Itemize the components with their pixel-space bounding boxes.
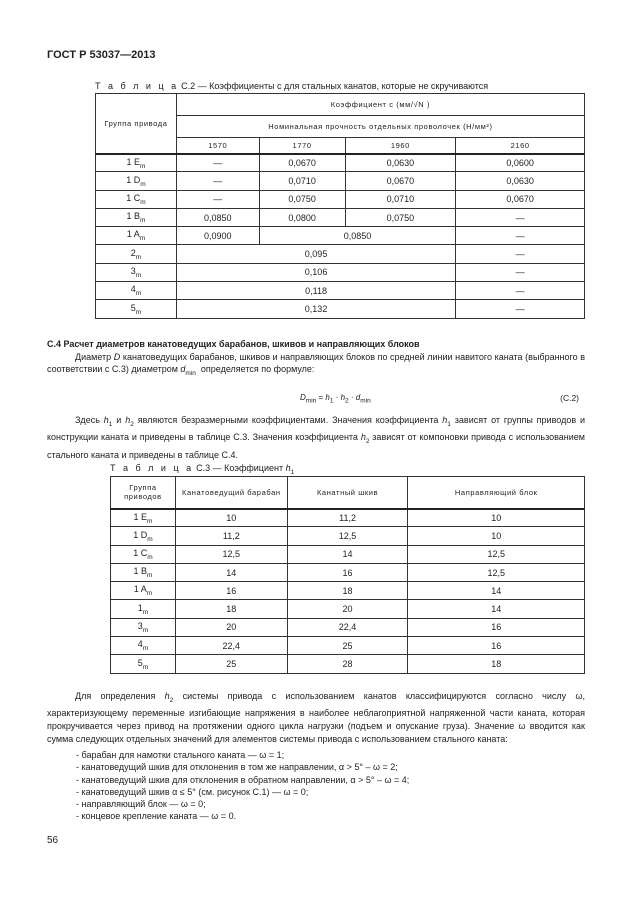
table-row [96, 190, 585, 208]
value-cell: 0,0750 [345, 208, 456, 226]
group-label: 1 B [133, 566, 147, 577]
group-subscript: m [139, 216, 146, 224]
value-cell: 0,0600 [456, 154, 585, 172]
group-label: 4 [137, 639, 143, 650]
value-cell: 14 [408, 582, 585, 600]
value-cell: 12,5 [175, 545, 287, 563]
value-cell: 16 [408, 637, 585, 655]
table-row [111, 527, 585, 545]
header-strength-value: 2160 [456, 138, 585, 154]
table-row [111, 563, 585, 581]
value-cell: — [176, 190, 259, 208]
group-label: 1 [137, 602, 143, 613]
table-c3-caption-text: С.3 — Коэффициент $h_1$ [196, 463, 295, 476]
group-label: 1 B [126, 211, 140, 222]
table-row [111, 655, 585, 673]
value-cell: 0,0670 [456, 190, 585, 208]
table-c3-caption [110, 463, 294, 476]
table-row [96, 282, 585, 300]
table-c3 [110, 476, 585, 674]
group-label: 1 E [126, 156, 140, 167]
value-cell: — [456, 245, 585, 263]
value-cell: 0,0630 [456, 172, 585, 190]
group-label: 1 D [126, 174, 141, 185]
list-item: - направляющий блок — ω = 0; [76, 799, 206, 810]
group-cell [111, 563, 176, 581]
group-subscript: m [139, 235, 146, 243]
group-subscript: m [147, 517, 153, 525]
group-subscript: m [139, 162, 146, 170]
table-c3-caption-label: Т а б л и ц а [110, 463, 194, 473]
formula-number: (С.2) [560, 393, 579, 403]
document-header: ГОСТ Р 53037—2013 [47, 49, 156, 61]
value-cell: — [456, 300, 585, 318]
value-cell: 18 [408, 655, 585, 673]
table-row [96, 263, 585, 281]
group-label: 1 E [133, 511, 147, 522]
group-label: 5 [137, 657, 143, 668]
group-cell [111, 600, 176, 618]
table-c2-caption [95, 81, 488, 91]
table-row [111, 637, 585, 655]
value-cell: 0,106 [176, 263, 455, 281]
page-number: 56 [47, 835, 59, 846]
value-cell: 18 [175, 600, 287, 618]
value-cell: 0,0900 [176, 227, 259, 245]
table-c2-caption-label: Т а б л и ц а [95, 81, 179, 91]
omega-list [76, 749, 409, 823]
group-subscript: m [135, 253, 142, 261]
list-item: - барабан для намотки стального каната — ω = 1; [76, 750, 285, 760]
group-label: 3 [130, 266, 136, 277]
header-cell: Направляющий блок [408, 477, 585, 509]
group-cell [96, 282, 177, 300]
group-cell [96, 208, 177, 226]
header-cell: Канатный шкив [287, 477, 408, 509]
value-cell: 0,118 [176, 282, 455, 300]
formula: $D_{min} = h_1 \cdot h_2 \cdot d_{min}$ [300, 393, 371, 405]
value-cell: 10 [408, 527, 585, 545]
value-cell: 16 [408, 618, 585, 636]
group-subscript: m [135, 308, 142, 316]
value-cell: 20 [287, 600, 408, 618]
list-item: - концевое крепление каната — ω = 0. [76, 811, 237, 822]
group-label: 1 C [133, 547, 148, 558]
list-item: - канатоведущий шкив для отклонения в том же направлении, α > 5° – ω = 2; [76, 762, 398, 773]
value-cell: 25 [287, 637, 408, 655]
header-strength-value: 1570 [176, 138, 259, 154]
value-cell: 0,0630 [345, 154, 456, 172]
table-row [96, 208, 585, 226]
group-cell [111, 637, 176, 655]
group-cell [96, 263, 177, 281]
value-cell: 12,5 [287, 527, 408, 545]
group-subscript: m [142, 608, 149, 616]
table-row [111, 600, 585, 618]
header-cell: Группа приводов [111, 477, 176, 509]
value-cell: 11,2 [175, 527, 287, 545]
group-label: 2 [130, 247, 136, 258]
value-cell: 0,0710 [259, 172, 345, 190]
section-p2: Здесь $h_1$ и $h_2$ являются безразмерными коэффициентами. Значения коэффициента $h_1$ зависят от группы приводов и конструкции каната и приведены в таблице С.3. Значения коэффициента $h_2$ зависят от компоновки привода с использованием стального каната и приведены в таблице С.4. [47, 415, 586, 460]
group-label: 1 A [133, 584, 147, 595]
value-cell: 12,5 [408, 545, 585, 563]
group-cell [111, 618, 176, 636]
header-cell: Канатоведущий барабан [175, 477, 287, 509]
group-subscript: m [146, 590, 153, 598]
table-row [96, 227, 585, 245]
table-c2-caption-text: С.2 — Коэффициенты с для стальных канатов, которые не скручиваются [181, 81, 489, 91]
value-cell: 20 [175, 618, 287, 636]
table-row [96, 154, 585, 172]
value-cell: 22,4 [287, 618, 408, 636]
group-cell [111, 527, 176, 545]
paragraph-omega: Для определения $h_2$ системы привода с использованием канатов классифицируются согласно числу ω, характеризующему переменные изгибающие напряжения в наиболее неблагоприятной напряженной части каната, которая прокручивается через привод на протяжении одного цикла нагрузки (подъем и опускание груза). Значение ω вводится как сумма следующих отдельных значений для элементов системы привода с использованием стального каната: [47, 691, 585, 744]
header-strength: Номинальная прочность отдельных проволочек (Н/мм²) [176, 116, 584, 138]
group-cell [96, 172, 177, 190]
table-row [111, 509, 585, 527]
header-coefficient: Коэффициент c (мм/√N ) [176, 94, 584, 116]
group-label: 1 D [133, 529, 148, 540]
value-cell: 0,0670 [259, 154, 345, 172]
group-subscript: m [135, 271, 142, 279]
group-subscript: m [147, 553, 153, 561]
group-cell [96, 245, 177, 263]
group-label: 1 A [126, 229, 140, 240]
value-cell: 10 [175, 509, 287, 527]
value-cell: 0,0750 [259, 190, 345, 208]
value-cell: 0,0850 [176, 208, 259, 226]
group-subscript: m [147, 571, 153, 579]
table-row [96, 172, 585, 190]
group-label: 1 C [126, 192, 141, 203]
group-label: 3 [137, 621, 143, 632]
value-cell: 0,0800 [259, 208, 345, 226]
value-cell: 0,0850 [259, 227, 456, 245]
group-cell [111, 582, 176, 600]
value-cell: 14 [287, 545, 408, 563]
group-cell [96, 300, 177, 318]
group-subscript: m [142, 626, 149, 634]
table-row [111, 582, 585, 600]
value-cell: 22,4 [175, 637, 287, 655]
group-subscript: m [135, 290, 142, 298]
value-cell: — [456, 227, 585, 245]
value-cell: 28 [287, 655, 408, 673]
group-subscript: m [147, 535, 153, 543]
value-cell: — [456, 282, 585, 300]
value-cell: 10 [408, 509, 585, 527]
group-subscript: m [142, 663, 149, 671]
group-cell [96, 227, 177, 245]
group-cell [111, 509, 176, 527]
group-subscript: m [140, 198, 146, 206]
header-strength-value: 1770 [259, 138, 345, 154]
value-cell: 11,2 [287, 509, 408, 527]
table-row [96, 300, 585, 318]
value-cell: 0,095 [176, 245, 455, 263]
value-cell: — [456, 208, 585, 226]
header-group: Группа привода [96, 94, 177, 154]
table-c2 [95, 93, 585, 319]
table-row [111, 545, 585, 563]
value-cell: — [456, 263, 585, 281]
group-label: 5 [130, 302, 136, 313]
group-subscript: m [142, 645, 149, 653]
section-c4 [47, 338, 585, 381]
value-cell: 16 [287, 563, 408, 581]
value-cell: — [176, 172, 259, 190]
value-cell: 25 [175, 655, 287, 673]
section-p1: Диаметр D канатоведущих барабанов, шкивов и направляющих блоков по средней линии навитого каната (выбранного в соответствии с С.3) диаметром $d_{min}$ определяется по формуле: [47, 351, 585, 377]
group-cell [111, 655, 176, 673]
group-cell [96, 154, 177, 172]
value-cell: 0,132 [176, 300, 455, 318]
group-subscript: m [140, 180, 146, 188]
group-cell [96, 190, 177, 208]
value-cell: 0,0670 [345, 172, 456, 190]
value-cell: 14 [175, 563, 287, 581]
header-strength-value: 1960 [345, 138, 456, 154]
value-cell: 14 [408, 600, 585, 618]
value-cell: 12,5 [408, 563, 585, 581]
section-heading: С.4 Расчет диаметров канатоведущих барабанов, шкивов и направляющих блоков [47, 339, 420, 349]
value-cell: 18 [287, 582, 408, 600]
list-item: - канатоведущий шкив α ≤ 5° (см. рисунок С.1) — ω = 0; [76, 786, 309, 797]
value-cell: — [176, 154, 259, 172]
table-row [96, 245, 585, 263]
group-label: 4 [130, 284, 136, 295]
value-cell: 0,0710 [345, 190, 456, 208]
group-cell [111, 545, 176, 563]
table-row [111, 618, 585, 636]
value-cell: 16 [175, 582, 287, 600]
list-item: - канатоведущий шкив для отклонения в обратном направлении, α > 5° – ω = 4; [76, 774, 410, 785]
